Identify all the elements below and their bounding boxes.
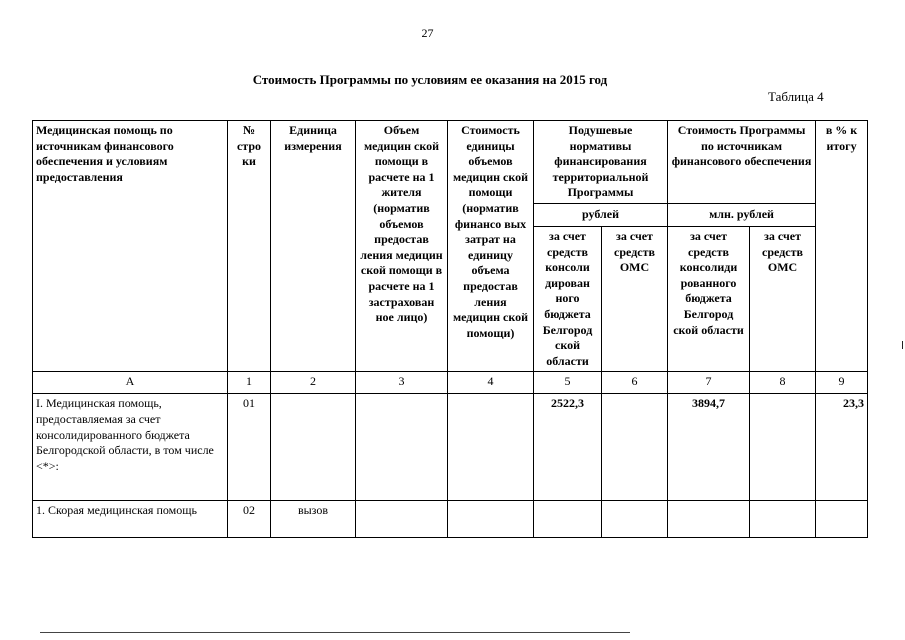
header-unit: Единица измерения: [271, 121, 356, 372]
row-unit-cost: [448, 394, 534, 501]
row-unit-cost: [448, 501, 534, 538]
row-per-capita-budget: [534, 501, 602, 538]
column-index: 5: [534, 372, 602, 394]
row-unit: вызов: [271, 501, 356, 538]
row-line-number: 01: [228, 394, 271, 501]
row-program-oms: [750, 501, 816, 538]
column-index: 3: [356, 372, 448, 394]
header-program-cost-group: Стоимость Программы по источникам финансового обеспечения: [668, 121, 816, 204]
header-unit-mln-rubles: млн. рублей: [668, 203, 816, 226]
row-per-capita-oms: [602, 394, 668, 501]
column-index-row: [33, 372, 868, 394]
header-per-capita-group: Подушевые нормативы финансирования территориальной Программы: [534, 121, 668, 204]
header-line-number: № стро ки: [228, 121, 271, 372]
table-label: Таблица 4: [768, 89, 824, 104]
header-per-capita-budget: за счет средств консоли дирован ного бюджета Белгород ской области: [534, 226, 602, 371]
row-name: I. Медицинская помощь, предоставляемая за счет консолидированного бюджета Белгородской области, в том числе <*>:: [33, 394, 228, 501]
row-volume: [356, 501, 448, 538]
header-row-1: [33, 121, 868, 204]
row-unit: [271, 394, 356, 501]
header-unit-rubles: рублей: [534, 203, 668, 226]
header-care-type: Медицинская помощь по источникам финансового обеспечения и условиям предоставления: [33, 121, 228, 372]
header-program-budget: за счет средств консолиди рованного бюджета Белгород ской области: [668, 226, 750, 371]
row-name: 1. Скорая медицинская помощь: [33, 501, 228, 538]
header-per-capita-oms: за счет средств ОМС: [602, 226, 668, 371]
row-program-budget: [668, 501, 750, 538]
scan-edge-mark: [902, 341, 903, 349]
row-volume: [356, 394, 448, 501]
page-number: 27: [421, 26, 434, 40]
row-percent: 23,3: [816, 394, 868, 501]
header-unit-cost: Стоимость единицы объемов медицин ской помощи (норматив финансо вых затрат на единицу объема предостав ления медицин ской помощи): [448, 121, 534, 372]
program-cost-table: [32, 120, 868, 538]
column-index: А: [33, 372, 228, 394]
header-percent: в % к итогу: [816, 121, 868, 372]
row-program-budget: 3894,7: [668, 394, 750, 501]
table-row: [33, 501, 868, 538]
row-line-number: 02: [228, 501, 271, 538]
header-volume: Объем медицин ской помощи в расчете на 1 жителя (норматив объемов предостав ления медицин ской помощи в расчете на 1 застрахован ное лицо): [356, 121, 448, 372]
column-index: 1: [228, 372, 271, 394]
page-title: Стоимость Программы по условиям ее оказания на 2015 год: [252, 72, 608, 87]
row-percent: [816, 501, 868, 538]
header-program-oms: за счет средств ОМС: [750, 226, 816, 371]
row-program-oms: [750, 394, 816, 501]
row-per-capita-oms: [602, 501, 668, 538]
column-index: 8: [750, 372, 816, 394]
table-row: [33, 394, 868, 501]
bottom-divider: [40, 632, 630, 633]
row-per-capita-budget: 2522,3: [534, 394, 602, 501]
column-index: 4: [448, 372, 534, 394]
column-index: 9: [816, 372, 868, 394]
column-index: 2: [271, 372, 356, 394]
column-index: 7: [668, 372, 750, 394]
column-index: 6: [602, 372, 668, 394]
